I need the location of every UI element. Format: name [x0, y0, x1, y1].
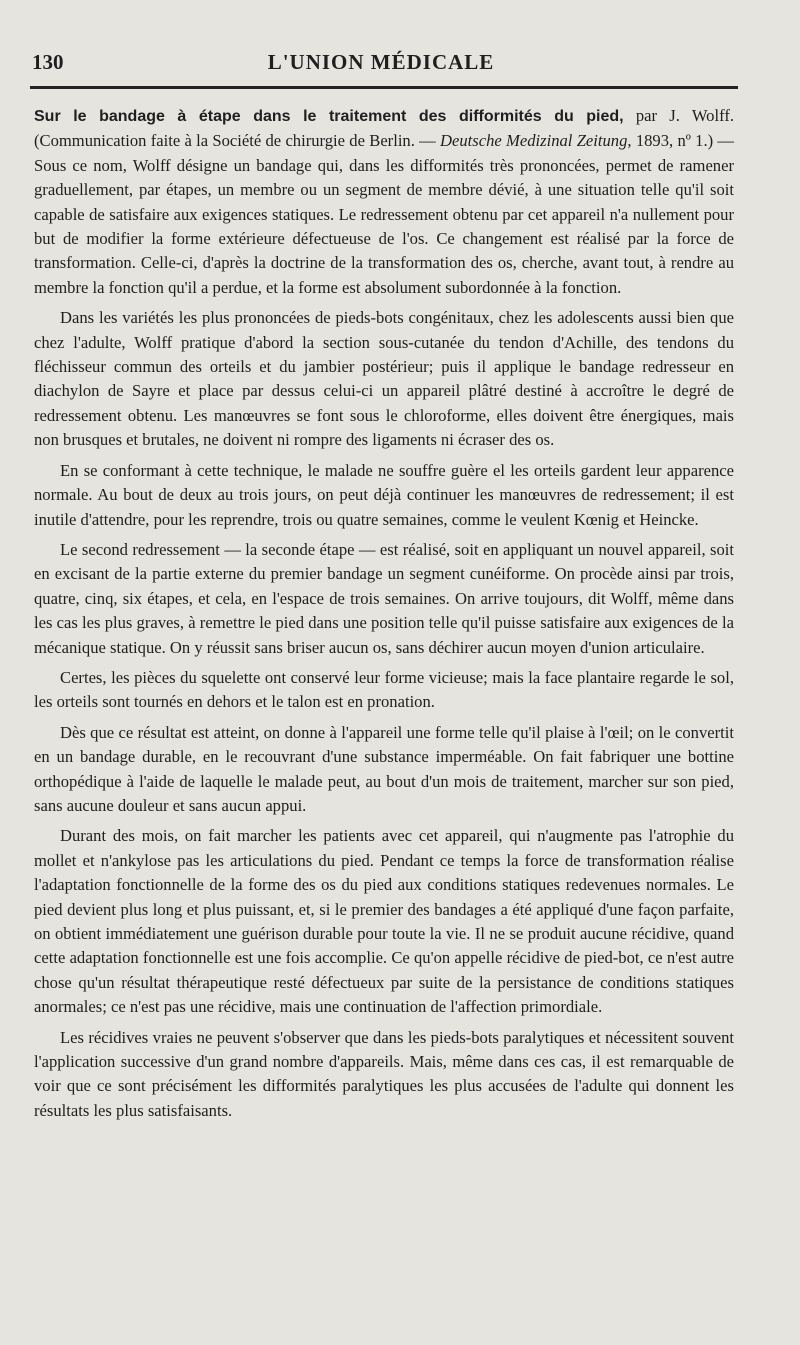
- running-title: L'UNION MÉDICALE: [267, 50, 495, 74]
- article-source-prefix: (Communication faite à la Société de chirurgie de Berlin. —: [34, 131, 441, 151]
- article-author: par J. Wolff.: [623, 106, 734, 125]
- article-intro-text: — Sous ce nom, Wolff désigne un bandage qui, dans les difformités très prononcées, permet de ramener graduellement, par étapes, un membre ou un segment de membre dévié, à une situation telle qu'il soit capable de satisfaire aux exigences statiques. Le redressement obtenu par cet appareil n'a nullement pour but de modifier la forme extérieure défectueuse de l'os. Ce changement est réalisé par la force de transformation. Celle-ci, d'après la doctrine de la transformation des os, cherche, avant tout, à rendre au membre la fonction qu'il a perdue, et la forme est absolument subordonnée à la fonction.: [34, 131, 735, 297]
- page-number: 130: [32, 50, 64, 74]
- paragraph: En se conformant à cette technique, le malade ne souffre guère el les orteils gardent leur apparence normale. Au bout de deux au trois jours, on peut déjà continuer les manœuvres de redressement; il est inutile d'attendre, pour les reprendre, trois ou quatre semaines, comme le veulent Kœnig et Heincke.: [34, 460, 734, 529]
- article-source-suffix: , 1893, nº 1.): [627, 131, 714, 151]
- paragraph: Dans les variétés les plus prononcées de pieds-bots congénitaux, chez les adolescents aussi bien que chez l'adulte, Wolff pratique d'abord la section sous-cutanée du tendon d'Achille, des tendons du fléchisseur commun des orteils et du jambier postérieur; puis il applique le bandage redresseur en diachylon de Sayre et place par dessus celui-ci un appareil plâtré destiné à accroître le degré de redressement obtenu. Les manœuvres se font sous le chloroforme, elles doivent être énergiques, mais non brusques et brutales, ne doivent ni rompre des ligaments ni écraser des os.: [34, 308, 734, 450]
- article-body: [34, 104, 734, 1123]
- paragraph: Certes, les pièces du squelette ont conservé leur forme vicieuse; mais la face plantaire regarde le sol, les orteils sont tournés en dehors et le talon est en pronation.: [34, 667, 734, 712]
- paragraph: Les récidives vraies ne peuvent s'observer que dans les pieds-bots paralytiques et nécessitent souvent l'application successive d'un grand nombre d'appareils. Mais, même dans ces cas, il est remarquable de voir que ce sont précisément les difformités paralytiques les plus accusées de l'adulte qui donnent les résultats les plus satisfaisants.: [34, 1027, 734, 1120]
- article-heading: Sur le bandage à étape dans le traitement des difformités du pied,: [34, 108, 624, 125]
- article-journal: Deutsche Medizinal Zeitung: [440, 131, 628, 151]
- paragraph: Le second redressement — la seconde étape — est réalisé, soit en appliquant un nouvel appareil, soit en excisant de la partie externe du premier bandage un segment cunéiforme. On procède ainsi par trois, quatre, cinq, six étapes, et cela, en l'espace de trois semaines. On arrive toujours, dit Wolff, même dans les cas les plus graves, à remettre le pied dans une position telle qu'il puisse satisfaire aux exigences de la mécanique statique. On y réussit sans briser aucun os, sans déchirer aucun moyen d'union articulaire.: [34, 539, 734, 657]
- page-header: [32, 48, 730, 82]
- paragraph: Dès que ce résultat est atteint, on donne à l'appareil une forme telle qu'il plaise à l'œil; on le convertit en un bandage durable, en le recouvrant d'une substance imperméable. On fait fabriquer une bottine orthopédique à l'aide de laquelle le malade peut, au bout d'un mois de traitement, marcher sur son pied, sans aucune douleur et sans aucun appui.: [34, 722, 734, 815]
- paragraph: Durant des mois, on fait marcher les patients avec cet appareil, qui n'augmente pas l'atrophie du mollet et n'ankylose pas les articulations du pied. Pendant ce temps la force de transformation réalise l'adaptation fonctionnelle de la forme des os du pied aux conditions statiques redevenues normales. Le pied devient plus long et plus puissant, et, si le premier des bandages a été appliqué d'une façon parfaite, on obtient immédiatement une guérison durable pour toute la vie. Il ne se produit aucune récidive, quand cette adaptation fonctionnelle est une fois accomplie. Ce qu'on appelle récidive de pied-bot, ce n'est autre chose qu'un résultat thérapeutique resté défectueux par suite de la persistance de conditions statiques anormales; ce n'est pas une récidive, mais une continuation de l'affection primordiale.: [34, 826, 734, 1017]
- article-intro-paragraph: [34, 104, 734, 300]
- header-rule: [30, 86, 738, 89]
